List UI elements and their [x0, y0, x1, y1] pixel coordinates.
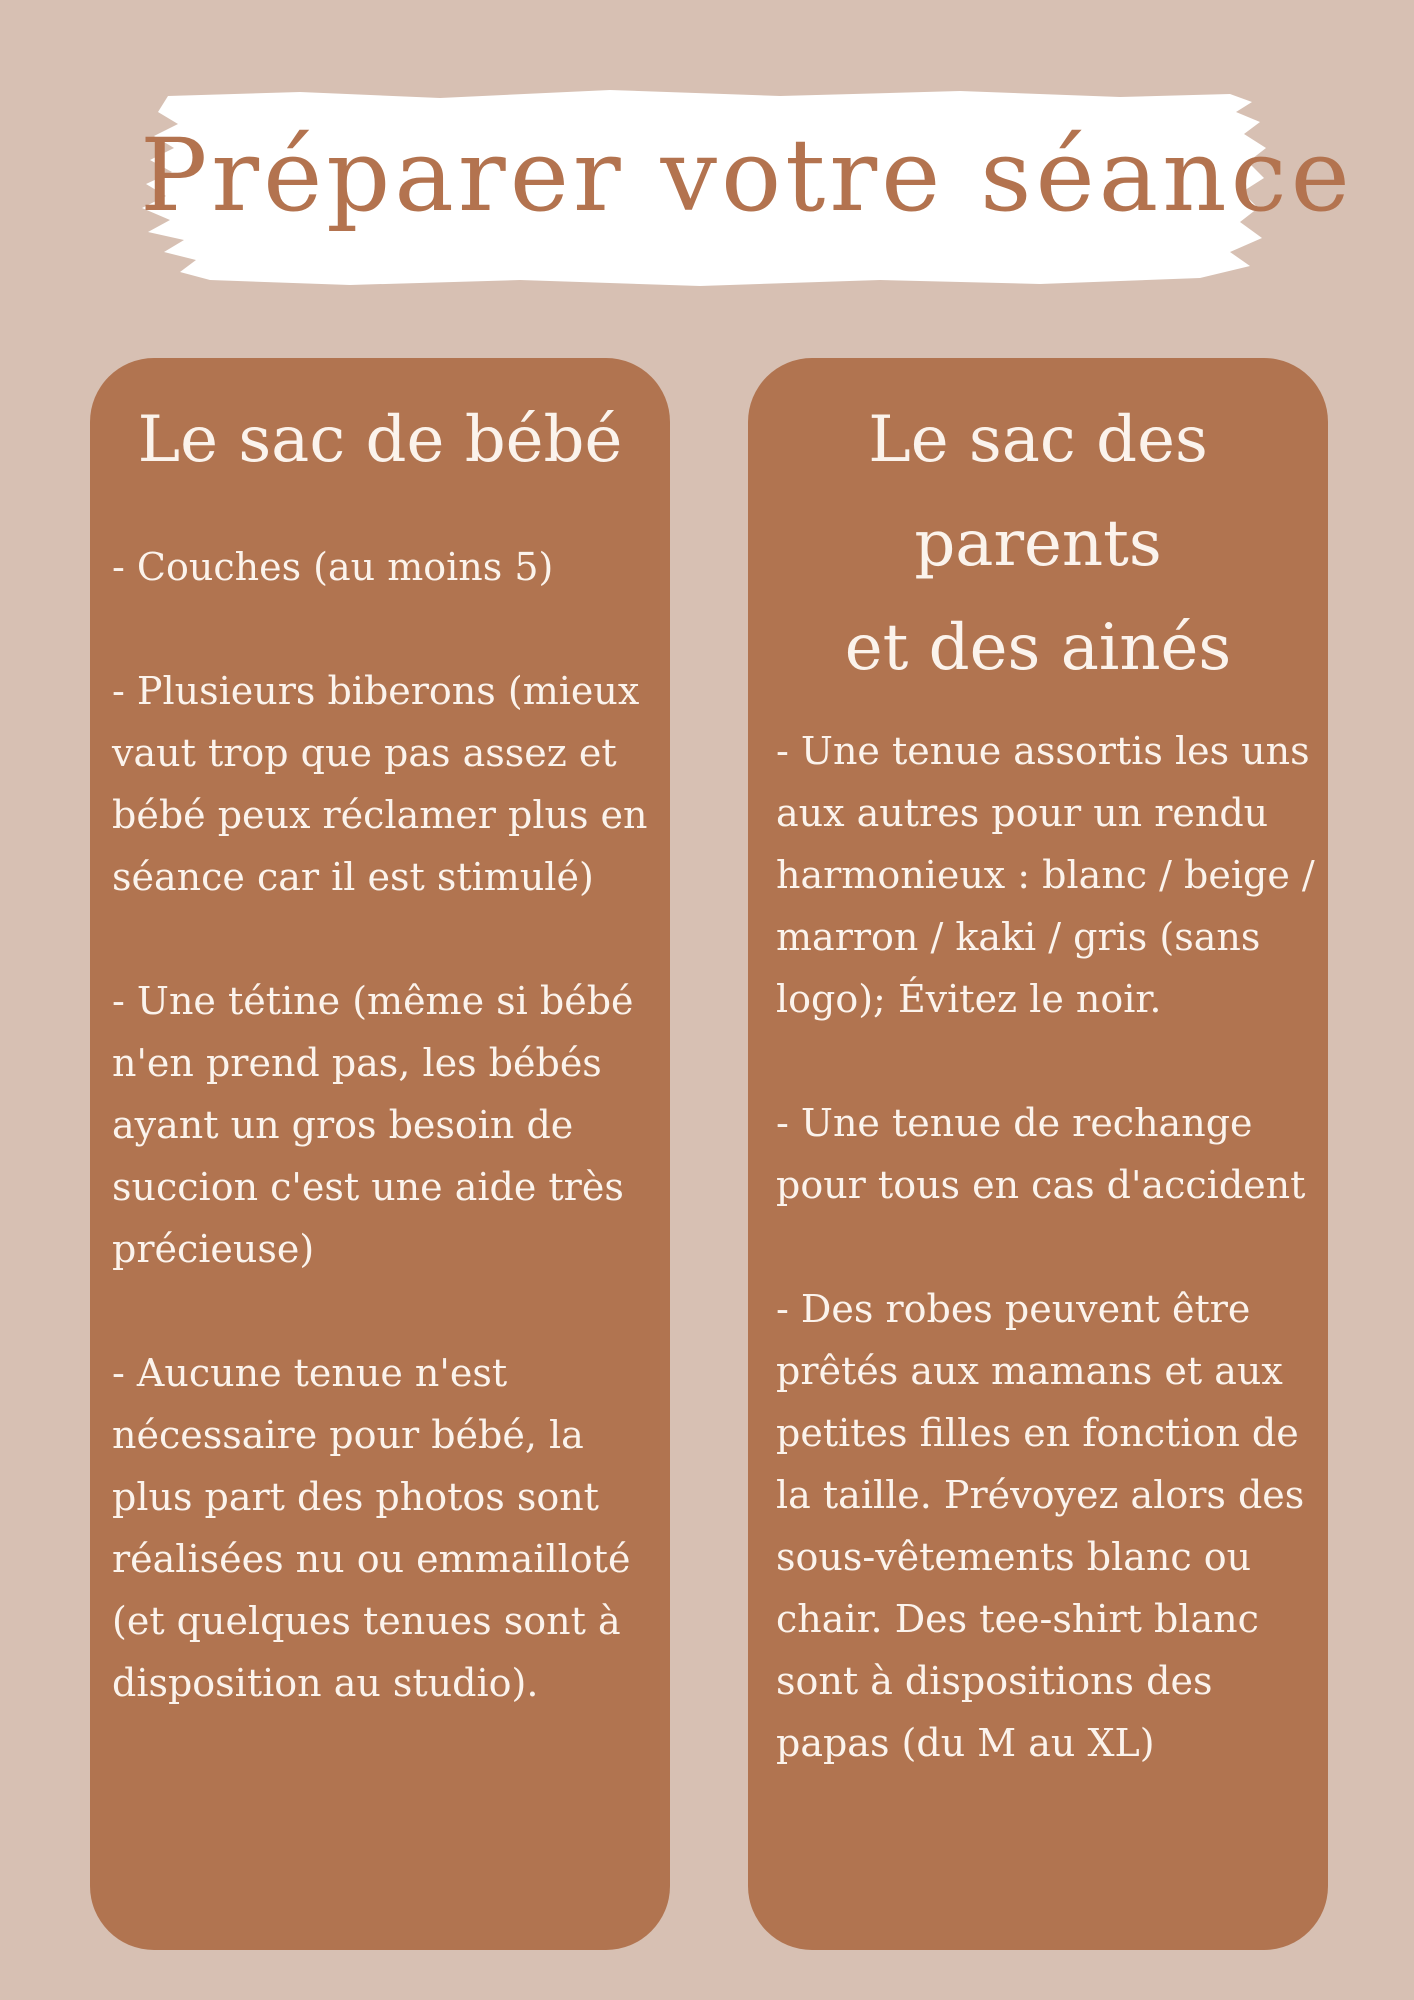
parents-bag-title: Le sac des parents et des ainés — [844, 403, 1232, 685]
list-item: - Une tenue assortis les uns aux autres pour un rendu harmonieux : blanc / beige / marron / kaki / gris (sans logo); Évitez le noir. — [776, 729, 1315, 1021]
list-item: - Des robes peuvent être prêtés aux mamans et aux petites filles en fonction de la taille. Prévoyez alors des sous-vêtements blanc ou chair. Des tee-shirt blanc sont à dispositions des papas (du M au XL) — [776, 1287, 1305, 1765]
list-item: - Plusieurs biberons (mieux vaut trop que pas assez et bébé peux réclamer plus en séance car il est stimulé) — [112, 669, 648, 899]
title-banner — [140, 88, 1354, 288]
baby-bag-list — [112, 536, 656, 1714]
list-item: - Une tenue de rechange pour tous en cas d'accident — [776, 1101, 1306, 1207]
baby-bag-title: Le sac de bébé — [137, 403, 623, 477]
parents-bag-card — [748, 358, 1328, 1950]
baby-bag-card — [90, 358, 670, 1950]
list-item: - Aucune tenue n'est nécessaire pour bébé, la plus part des photos sont réalisées nu ou emmailloté (et quelques tenues sont à disposition au studio). — [112, 1351, 631, 1705]
list-item: - Une tétine (même si bébé n'en prend pas, les bébés ayant un gros besoin de succion c'est une aide très précieuse) — [112, 979, 634, 1271]
parents-bag-list — [776, 720, 1318, 1774]
page-title: Préparer votre séance — [140, 117, 1354, 234]
list-item: - Couches (au moins 5) — [112, 545, 554, 589]
